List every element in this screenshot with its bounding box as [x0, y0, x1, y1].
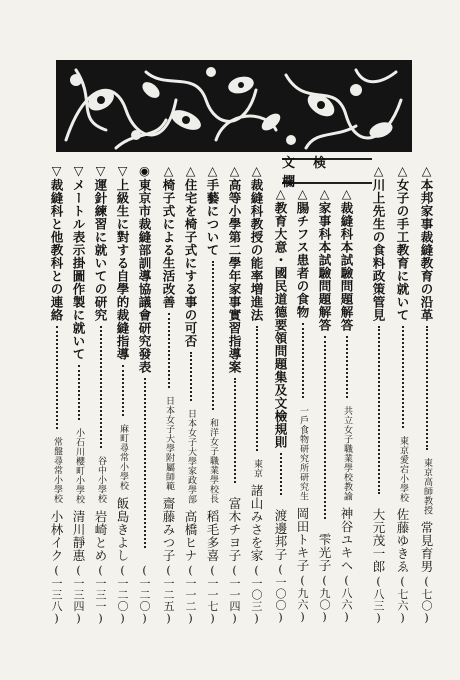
entry-title: △腸チフス患者の食物: [295, 186, 310, 319]
leader-dots: [122, 365, 124, 417]
leader-dots: [190, 352, 192, 401]
entry-page: (一一二): [184, 563, 197, 625]
leader-dots: [302, 323, 304, 399]
entry-page: (八六): [340, 574, 353, 624]
leader-dots: [100, 326, 102, 449]
toc-entry[interactable]: [138, 163, 151, 625]
entry-page: (一〇三): [250, 563, 263, 625]
entry-affiliation: 東京高師教授: [422, 458, 432, 515]
entry-title: ◉東京市裁縫部訓導協議會研究發表: [137, 163, 152, 374]
leader-dots: [378, 326, 380, 495]
entry-author: 渡邊邦子: [273, 508, 288, 561]
entry-affiliation: 和洋女子職業學校長: [208, 418, 218, 504]
toc-entry[interactable]: [116, 163, 129, 625]
entry-author: 大元茂一郎: [371, 508, 386, 573]
entry-page: (一一四): [228, 563, 241, 625]
leader-dots: [346, 336, 348, 399]
entry-page: (一〇〇): [274, 562, 287, 624]
toc-entry[interactable]: [250, 163, 263, 625]
toc-entry[interactable]: [50, 163, 63, 625]
leader-dots: [212, 261, 214, 411]
entry-author: 稻毛多喜: [205, 509, 220, 562]
entry-affiliation: 共立女子職業學校教諭: [342, 406, 352, 501]
entry-author: 岡田トキ子: [295, 507, 310, 572]
leader-dots: [324, 336, 326, 520]
entry-title: ▽上級生に對する自學的裁縫指導: [115, 163, 130, 361]
toc-entry[interactable]: [184, 163, 197, 625]
entry-page: (七〇): [420, 575, 433, 625]
entry-author: 岩崎とめ: [93, 509, 108, 562]
entry-page: (一一七): [206, 563, 219, 625]
entry-page: (七六): [396, 575, 409, 625]
toc-entry[interactable]: [206, 163, 219, 625]
entry-title: △本邦家事裁縫教育の沿革: [419, 163, 434, 322]
entry-affiliation: 麻町尋常小學校: [118, 424, 128, 491]
section-header-bunken: 文検欄: [282, 158, 372, 184]
toc-entry[interactable]: [420, 163, 433, 625]
entry-page: (一三一): [94, 563, 107, 625]
entry-author: 諸山みさを家: [249, 483, 264, 562]
entry-author: 齋藤みつ子: [161, 496, 176, 562]
entry-title: △高等小學第二學年家事實習指導案: [227, 163, 242, 374]
entry-author: 清川靜惠: [71, 509, 86, 562]
entry-title: △住宅を椅子式にする事の可否: [183, 163, 198, 348]
entry-title: ▽裁縫科と他教科との連絡: [49, 163, 64, 322]
entry-title: △椅子式による生活改善: [161, 163, 176, 309]
toc-entry[interactable]: [228, 163, 241, 625]
floral-pattern-icon: [56, 60, 412, 152]
toc-entry[interactable]: [372, 163, 385, 625]
leader-dots: [234, 378, 236, 483]
entry-author: 高橋ヒナ: [183, 509, 198, 562]
leader-dots: [168, 313, 170, 388]
entry-title: △女子の手工教育に就いて: [395, 163, 410, 322]
toc-entry[interactable]: [274, 186, 287, 624]
entry-affiliation: 一戶食物研究所研究生: [298, 406, 308, 501]
entry-affiliation: 日本女子大學家政學部: [186, 408, 196, 504]
floral-ornament-band: [56, 60, 412, 152]
entry-title: △川上先生の食料政策管見: [371, 163, 386, 322]
entry-affiliation: 小石川櫻町小學校: [74, 427, 84, 504]
entry-title: △裁縫科教授の能率増進法: [249, 163, 264, 322]
entry-title: ▽運針練習に就いての研究: [93, 163, 108, 322]
entry-page: (一二五): [162, 563, 175, 625]
entry-title: ▽メートル表示掛圖作製に就いて: [71, 163, 86, 361]
toc-entry[interactable]: [94, 163, 107, 625]
entry-author: 佐藤ゆきゑ: [395, 508, 410, 573]
leader-dots: [56, 326, 58, 430]
toc-entry[interactable]: [72, 163, 85, 625]
entry-affiliation: 谷中小學校: [96, 456, 106, 504]
toc-entry[interactable]: [162, 163, 175, 625]
entry-page: (一二〇): [116, 563, 129, 625]
leader-dots: [280, 453, 282, 495]
entry-author: 小林イク: [49, 509, 64, 562]
entry-page: (九〇): [318, 574, 331, 624]
entry-author: 飯島きよし: [115, 496, 130, 562]
entry-affiliation: 東京愛宕小學校: [398, 435, 408, 502]
entry-title: △家事科本試驗問題解答: [317, 186, 332, 332]
entry-author: 常見育男: [419, 521, 434, 573]
entry-affiliation: 東京: [252, 458, 262, 478]
entry-author: 雫光子: [317, 533, 332, 572]
leader-dots: [144, 378, 146, 548]
entry-affiliation: 常盤尋常小學校: [52, 437, 62, 504]
entry-title: △裁縫科本試驗問題解答: [339, 186, 354, 332]
leader-dots: [402, 326, 404, 428]
toc-entry[interactable]: [340, 186, 353, 624]
leader-dots: [426, 326, 428, 451]
entry-page: (一三四): [72, 563, 85, 625]
entry-page: (一二〇): [138, 563, 151, 625]
entry-page: (九六): [296, 574, 309, 624]
entry-author: 神谷ユキヘ: [339, 507, 354, 572]
leader-dots: [78, 365, 80, 420]
entry-page: (一三八): [50, 563, 63, 625]
entry-title: △教育大意・國民道德要領問題集及文檢規則: [273, 186, 288, 449]
leader-dots: [256, 326, 258, 451]
toc-entry[interactable]: [296, 186, 309, 624]
toc-entry[interactable]: [396, 163, 409, 625]
entry-author: 富木チヨ子: [227, 496, 242, 562]
entry-page: (八三): [372, 575, 385, 625]
entry-affiliation: 日本女子大學附屬師範: [164, 395, 174, 491]
toc-entry[interactable]: [318, 186, 331, 624]
entry-title: △手藝について: [205, 163, 220, 257]
